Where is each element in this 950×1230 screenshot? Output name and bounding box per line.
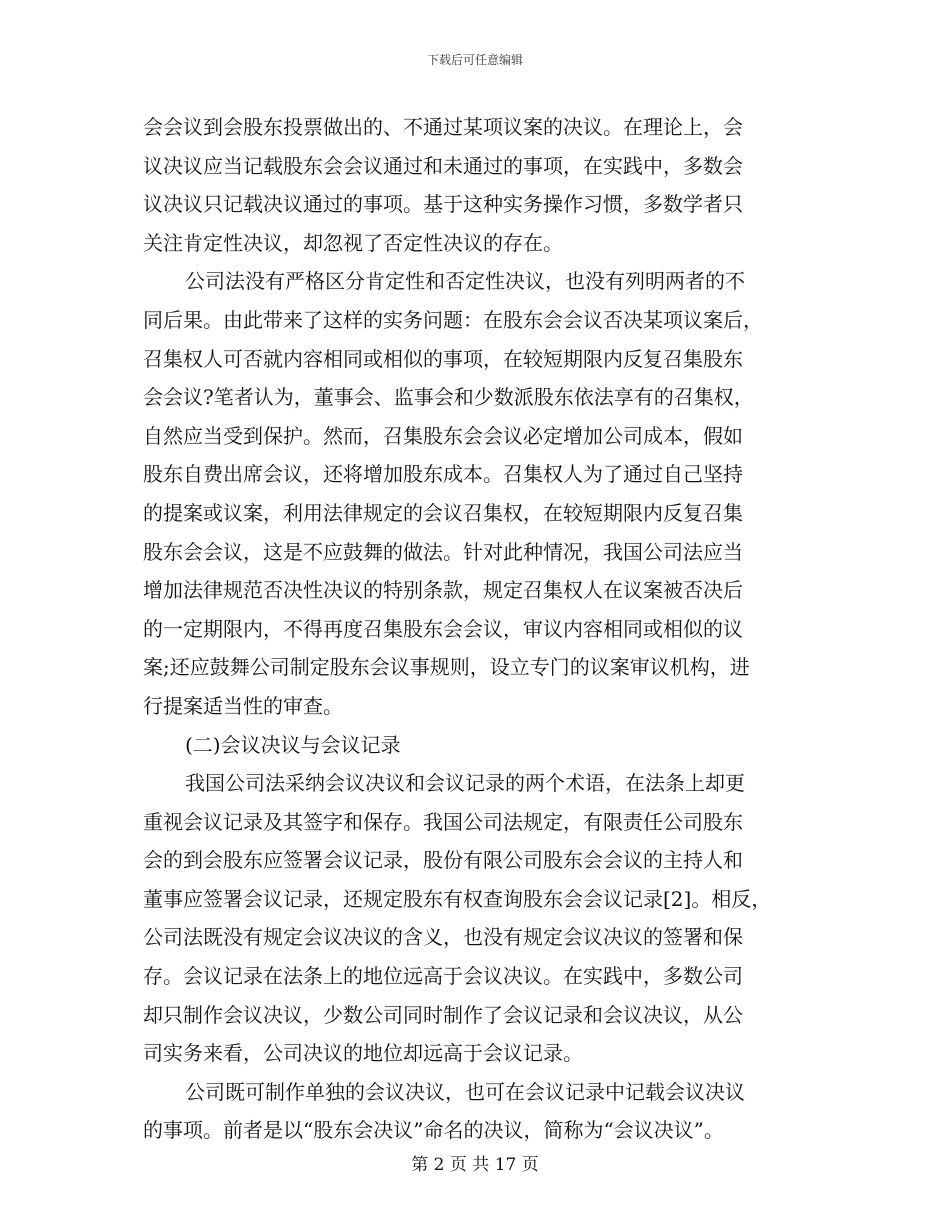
text-line: 的事项。前者是以“股东会决议”命名的决议，简称为“会议决议”。 [143,1118,724,1143]
text-line: 议决议只记载决议通过的事项。基于这种实务操作习惯，多数学者只 [143,192,743,217]
text-line: 的一定期限内，不得再度召集股东会会议，审议内容相同或相似的议 [143,616,743,641]
text-line: 同后果。由此带来了这样的实务问题：在股东会会议否决某项议案后， [143,307,763,332]
text-line: 我国公司法采纳会议决议和会议记录的两个术语，在法条上却更 [185,771,745,796]
text-line: 公司法既没有规定会议决议的含义，也没有规定会议决议的签署和保 [143,925,743,950]
text-line: 司实务来看，公司决议的地位却远高于会议记录。 [143,1041,583,1066]
text-line: 重视会议记录及其签字和保存。我国公司法规定，有限责任公司股东 [143,809,743,834]
section-heading: (二)会议决议与会议记录 [185,732,401,757]
text-line: 会会议?笔者认为，董事会、监事会和少数派股东依法享有的召集权， [143,385,754,410]
text-line: 关注肯定性决议，却忽视了否定性决议的存在。 [143,230,563,255]
page-number-footer: 第 2 页 共 17 页 [411,1155,539,1175]
text-line: 会的到会股东应签署会议记录，股份有限公司股东会会议的主持人和 [143,848,743,873]
text-line: 会会议到会股东投票做出的、不通过某项议案的决议。在理论上，会 [143,115,743,139]
page-header: 下载后可任意编辑 [426,53,523,67]
text-line: 却只制作会议决议，少数公司同时制作了会议记录和会议决议，从公 [143,1002,743,1027]
text-line: 股东会会议，这是不应鼓舞的做法。针对此种情况，我国公司法应当 [143,539,743,564]
text-line: 行提案适当性的审查。 [143,693,343,718]
text-line: 增加法律规范否决性决议的特别条款，规定召集权人在议案被否决后 [143,578,743,603]
text-line: 公司既可制作单独的会议决议，也可在会议记录中记载会议决议 [185,1079,745,1104]
text-line: 股东自费出席会议，还将增加股东成本。召集权人为了通过自己坚持 [143,462,743,487]
text-line: 的提案或议案，利用法律规定的会议召集权，在较短期限内反复召集 [143,500,743,525]
text-line: 公司法没有严格区分肯定性和否定性决议，也没有列明两者的不 [185,269,745,294]
text-line: 案;还应鼓舞公司制定股东会议事规则，设立专门的议案审议机构，进 [143,655,750,680]
document-body [143,108,813,1150]
text-line: 董事应签署会议记录，还规定股东有权查询股东会会议记录[2]。相反， [143,886,772,911]
text-line: 自然应当受到保护。然而，召集股东会会议必定增加公司成本，假如 [143,423,743,448]
text-line: 存。会议记录在法条上的地位远高于会议决议。在实践中，多数公司 [143,964,743,989]
text-line: 议决议应当记载股东会会议通过和未通过的事项，在实践中，多数会 [143,153,743,178]
text-line: 召集权人可否就内容相同或相似的事项，在较短期限内反复召集股东 [143,346,743,371]
